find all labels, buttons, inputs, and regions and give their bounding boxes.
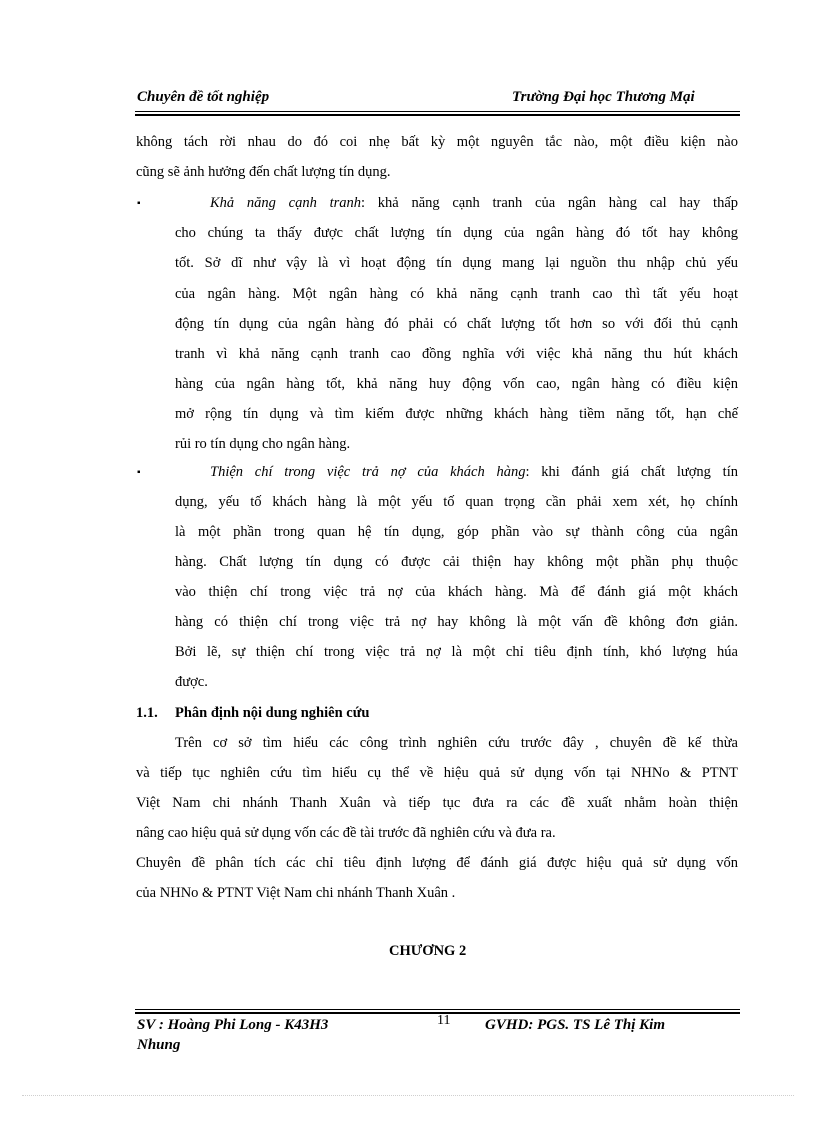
bullet-line: hàng. Chất lượng tín dụng có được cải thiện hay không một phần phụ thuộc — [175, 554, 738, 570]
body-line: không tách rời nhau do đó coi nhẹ bất kỳ một nguyên tắc nào, một điều kiện nào — [136, 134, 738, 150]
bullet-line: là một phần trong quan hệ tín dụng, góp phần vào sự thành công của ngân — [175, 524, 738, 540]
paragraph-line: và tiếp tục nghiên cứu tìm hiểu cụ thể về hiệu quả sử dụng vốn tại NHNo & PTNT — [136, 765, 738, 781]
bullet-line: vào thiện chí trong việc trả nợ của khách hàng. Mà để đánh giá một khách — [175, 584, 738, 600]
bullet-line: dụng, yếu tố khách hàng là một yếu tố quan trọng cần phải xem xét, họ chính — [175, 494, 738, 510]
footer-student-cont: Nhung — [137, 1037, 181, 1053]
header-rule-bottom — [135, 114, 740, 116]
bullet-first-line — [210, 463, 738, 481]
paragraph-line: của NHNo & PTNT Việt Nam chi nhánh Thanh Xuân . — [136, 885, 456, 901]
bullet-line: được. — [175, 674, 208, 690]
bullet-line: tốt. Sở dĩ như vậy là vì hoạt động tín dụng mang lại nguồn thu nhập chủ yếu — [175, 255, 738, 271]
bullet-line: hàng có thiện chí trong việc trả nợ hay không là một vấn đề không đơn giản. — [175, 614, 738, 630]
section-title: Phân định nội dung nghiên cứu — [175, 705, 370, 721]
page-boundary — [22, 1095, 794, 1096]
bullet-line: tranh vì khả năng cạnh tranh cao đồng nghĩa với việc khả năng thu hút khách — [175, 346, 738, 362]
bullet-line: hàng của ngân hàng tốt, khả năng huy động vốn cao, ngân hàng có điều kiện — [175, 376, 738, 392]
bullet-icon: ▪ — [137, 467, 141, 478]
bullet-line: động tín dụng của ngân hàng đó phải có chất lượng tốt hơn so với đối thủ cạnh — [175, 316, 738, 332]
body-line: cũng sẽ ảnh hưởng đến chất lượng tín dụng. — [136, 164, 391, 180]
paragraph-line: Việt Nam chi nhánh Thanh Xuân và tiếp tục đưa ra các đề xuất nhằm hoàn thiện — [136, 795, 738, 811]
bullet-line: Bởi lẽ, sự thiện chí trong việc trả nợ là một chỉ tiêu định tính, khó lượng húa — [175, 644, 738, 660]
section-number: 1.1. — [136, 705, 158, 721]
bullet-term: Khả năng cạnh tranh — [210, 195, 361, 211]
bullet-term: Thiện chí trong việc trả nợ của khách hàng — [210, 464, 526, 480]
footer-student: SV : Hoàng Phi Long - K43H3 — [137, 1017, 329, 1033]
bullet-line: của ngân hàng. Một ngân hàng có khả năng cạnh tranh cao thì tất yếu hoạt — [175, 286, 738, 302]
header-left-title: Chuyên đề tốt nghiệp — [137, 89, 270, 105]
footer-advisor: GVHD: PGS. TS Lê Thị Kim — [485, 1017, 666, 1033]
bullet-line: rủi ro tín dụng cho ngân hàng. — [175, 436, 351, 452]
bullet-text: : khả năng cạnh tranh của ngân hàng cal hay thấp — [361, 195, 738, 211]
bullet-icon: ▪ — [137, 198, 141, 209]
header-right-title: Trường Đại học Thương Mại — [512, 89, 695, 105]
page-number: 11 — [437, 1013, 451, 1028]
paragraph-line: Trên cơ sở tìm hiểu các công trình nghiên cứu trước đây , chuyên đề kế thừa — [175, 735, 738, 751]
bullet-text: : khi đánh giá chất lượng tín — [525, 464, 738, 480]
header-rule-top — [135, 111, 740, 112]
chapter-heading: CHƯƠNG 2 — [389, 943, 467, 959]
bullet-first-line — [210, 194, 738, 212]
paragraph-line: Chuyên đề phân tích các chỉ tiêu định lượng để đánh giá được hiệu quả sử dụng vốn — [136, 855, 738, 871]
footer-rule-top — [135, 1009, 740, 1010]
bullet-line: cho chúng ta thấy được chất lượng tín dụng của ngân hàng đó tốt hay không — [175, 225, 738, 241]
paragraph-line: nâng cao hiệu quả sử dụng vốn các đề tài trước đã nghiên cứu và đưa ra. — [136, 825, 556, 841]
bullet-line: mở rộng tín dụng và tìm kiếm được những khách hàng tiềm năng tốt, hạn chế — [175, 406, 738, 422]
